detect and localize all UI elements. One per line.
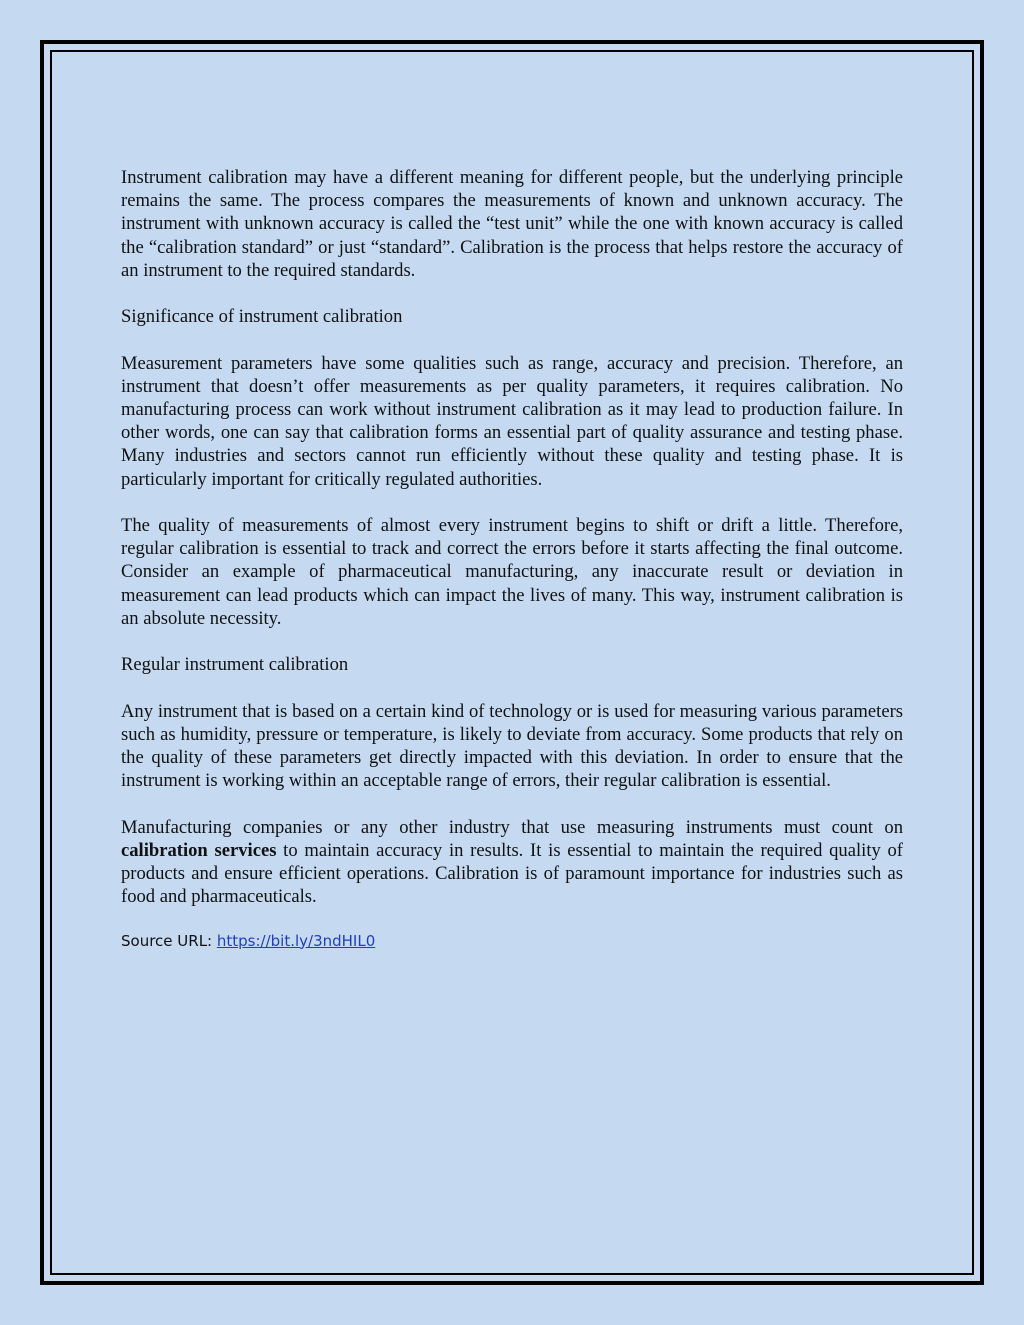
paragraph-manufacturing-end: to maintain accuracy in results. It is essential to maintain the required quality of products and ensure efficient operations. Calibration is of paramount importance for industries such as food and pharmaceuticals.: [121, 839, 903, 908]
paragraph-manufacturing: [121, 816, 903, 909]
paragraph-regular: Any instrument that is based on a certain kind of technology or is used for measuring various parameters such as humidity, pressure or temperature, is likely to deviate from accuracy. Some products that rely on the quality of these parameters get directly impacted with this deviation. In order to ensure that the instrument is working within an acceptable range of errors, their regular calibration is essential.: [121, 700, 903, 792]
calibration-services-bold: calibration services: [121, 839, 277, 861]
section-heading-regular: Regular instrument calibration: [121, 654, 349, 676]
source-line: [121, 930, 903, 953]
paragraph-quality: The quality of measurements of almost every instrument begins to shift or drift a little. Therefore, regular calibration is essential to track and correct the errors before it starts affecting the final outcome. Consider an example of pharmaceutical manufacturing, any inaccurate result or deviation in measurement can lead products which can impact the lives of many. This way, instrument calibration is an absolute necessity.: [121, 515, 903, 629]
paragraph-manufacturing-start: Manufacturing companies or any other industry that use measuring instruments must count on: [121, 816, 903, 838]
source-url-link[interactable]: https://bit.ly/3ndHIL0: [216, 931, 376, 950]
paragraph-intro: Instrument calibration may have a different meaning for different people, but the underlying principle remains the same. The process compares the measurements of known and unknown accuracy. The instrument with unknown accuracy is called the “test unit” while the one with known accuracy is called the “calibration standard” or just “standard”. Calibration is the process that helps restore the accuracy of an instrument to the required standards.: [121, 167, 903, 281]
document-body: [121, 166, 903, 953]
section-heading-significance: Significance of instrument calibration: [121, 306, 403, 328]
paragraph-significance: Measurement parameters have some qualities such as range, accuracy and precision. Therefore, an instrument that doesn’t offer measurements as per quality parameters, it requires calibration. No manufacturing process can work without instrument calibration as it may lead to production failure. In other words, one can say that calibration forms an essential part of quality assurance and testing phase. Many industries and sectors cannot run efficiently without these quality and testing phase. It is particularly important for critically regulated authorities.: [121, 352, 903, 490]
source-label: Source URL:: [121, 931, 217, 950]
